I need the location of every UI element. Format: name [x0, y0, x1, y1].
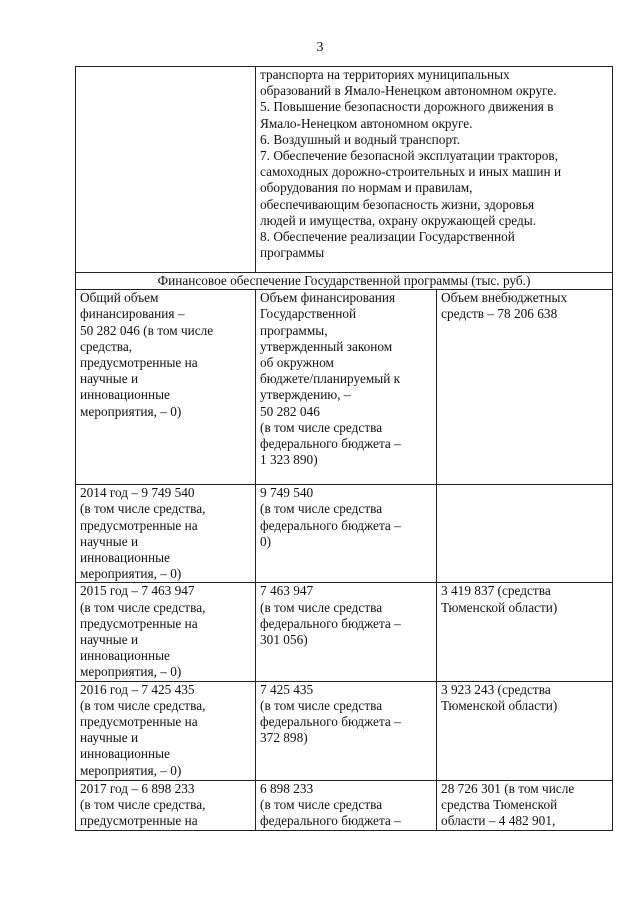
financing-header: Финансовое обеспечение Государственной программы (тыс. руб.): [76, 273, 613, 290]
table-row: [76, 780, 613, 830]
table-cell: Объем финансирования Государственной программы, утвержденный законом об окружном бюджете/планируемый к утверждению, – 50 282 046 (в том числе средства федерального бюджета – 1 323 890): [256, 290, 437, 485]
table-cell-line: обеспечивающим безопасность жизни, здоровья: [260, 196, 535, 212]
table-cell: 6 898 233 (в том числе средства федерального бюджета –: [256, 780, 437, 830]
table-cell: 7 463 947 (в том числе средства федерального бюджета – 301 056): [256, 583, 437, 681]
table-cell: [437, 485, 613, 583]
table-cell: 9 749 540 (в том числе средства федерального бюджета – 0): [256, 485, 437, 583]
table-cell: 3 419 837 (средства Тюменской области): [437, 583, 613, 681]
table-cell-line: 6. Воздушный и водный транспорт.: [260, 131, 461, 147]
table-cell-line: самоходных дорожно-строительных и иных машин и: [260, 164, 562, 180]
table-cell-line: образований в Ямало-Ненецком автономном округе.: [260, 83, 557, 99]
table-cell-line: Ямало-Ненецком автономном округе.: [260, 115, 473, 131]
page-number: 3: [316, 40, 324, 55]
table-cell-line: 7. Обеспечение безопасной эксплуатации тракторов,: [260, 148, 559, 164]
table-cell: 7 425 435 (в том числе средства федерального бюджета – 372 898): [256, 681, 437, 780]
table-cell: 2017 год – 6 898 233 (в том числе средства, предусмотренные на: [76, 780, 256, 830]
table-cell: [256, 67, 613, 273]
table-cell-line: оборудования по нормам и правилам,: [260, 180, 473, 196]
table-cell: 3 923 243 (средства Тюменской области): [437, 681, 613, 780]
table-cell: 28 726 301 (в том числе средства Тюменской области – 4 482 901,: [437, 780, 613, 830]
table-cell: 2016 год – 7 425 435 (в том числе средства, предусмотренные на научные и инновационные мероприятия, – 0): [76, 681, 256, 780]
program-table: [75, 66, 613, 831]
table-cell-line: людей и имущества, охрану окружающей среды.: [260, 212, 537, 228]
table-row: [76, 583, 613, 681]
table-cell: Объем внебюджетных средств – 78 206 638: [437, 290, 613, 485]
table-cell: 2015 год – 7 463 947 (в том числе средства, предусмотренные на научные и инновационные мероприятия, – 0): [76, 583, 256, 681]
table-cell: Общий объем финансирования – 50 282 046 (в том числе средства, предусмотренные на научные и инновационные мероприятия, – 0): [76, 290, 256, 485]
table-row: [76, 681, 613, 780]
table-row: [76, 273, 613, 290]
table-row: [76, 67, 613, 273]
table-cell-line: транспорта на территориях муниципальных: [260, 67, 510, 82]
table-cell-line: 5. Повышение безопасности дорожного движения в: [260, 99, 554, 115]
table-cell-line: программы: [260, 245, 325, 261]
table-cell-line: 8. Обеспечение реализации Государственной: [260, 229, 515, 245]
table-row: [76, 485, 613, 583]
table-row: [76, 290, 613, 485]
table-cell: 2014 год – 9 749 540 (в том числе средства, предусмотренные на научные и инновационные мероприятия, – 0): [76, 485, 256, 583]
table-cell: [76, 67, 256, 273]
